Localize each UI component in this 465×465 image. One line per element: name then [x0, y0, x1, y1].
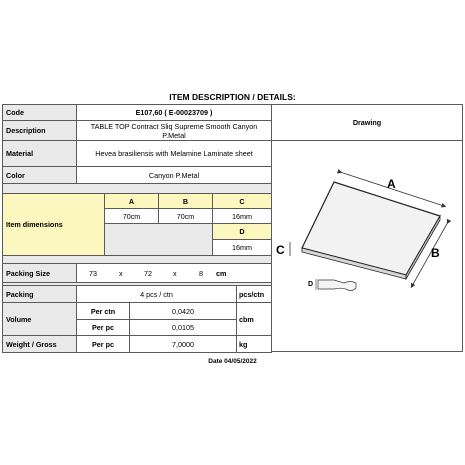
- code-value: E107,60 ( E-00023709 ): [76, 104, 272, 121]
- material-value: Hevea brasiliensis with Melamine Laminate sheet: [76, 140, 272, 167]
- volume-per-pc-label: Per pc: [76, 319, 130, 336]
- drawing-label: Drawing: [271, 104, 463, 141]
- description-label: Description: [2, 120, 77, 141]
- volume-per-ctn-value: 0,0420: [129, 302, 237, 320]
- packing-size-label: Packing Size: [2, 263, 77, 283]
- volume-per-ctn-label: Per ctn: [76, 302, 130, 320]
- dimension-value-d: 16mm: [212, 239, 272, 256]
- packing-size-unit: cm: [216, 268, 227, 278]
- dimension-value-a: 70cm: [104, 208, 159, 224]
- page-heading: ITEM DESCRIPTION / DETAILS:: [169, 92, 296, 102]
- drawing-label-b: B: [431, 246, 440, 260]
- dimension-header-c: C: [212, 193, 272, 209]
- document-date: Date 04/05/2022: [208, 358, 257, 365]
- dimension-header-a: A: [104, 193, 159, 209]
- drawing-label-a: A: [387, 177, 396, 191]
- packing-sep-2: x: [173, 268, 177, 278]
- dimension-value-c: 16mm: [212, 208, 272, 224]
- dimension-value-b: 70cm: [158, 208, 213, 224]
- drawing-label-c: C: [276, 243, 285, 257]
- table-top-surface: [302, 182, 440, 275]
- material-label: Material: [2, 140, 77, 167]
- dimension-empty-cell: [104, 223, 213, 256]
- dimension-header-d: D: [212, 223, 272, 240]
- volume-unit: cbm: [236, 302, 272, 336]
- packing-label: Packing: [2, 285, 77, 303]
- packing-unit: pcs/ctn: [236, 285, 272, 303]
- code-label: Code: [2, 104, 77, 121]
- packing-width: 72: [144, 268, 152, 278]
- color-label: Color: [2, 166, 77, 184]
- packing-sep-1: x: [119, 268, 123, 278]
- drawing-label-d: D: [308, 281, 314, 288]
- weight-per-pc-label: Per pc: [76, 335, 130, 353]
- packing-height: 8: [199, 268, 203, 278]
- volume-label: Volume: [2, 302, 77, 336]
- item-dimensions-label: Item dimensions: [2, 193, 105, 256]
- volume-per-pc-value: 0,0105: [129, 319, 237, 336]
- table-top-drawing: [272, 140, 464, 352]
- dimension-header-b: B: [158, 193, 213, 209]
- description-value: TABLE TOP Contract Sliq Supreme Smooth Canyon P.Metal: [76, 120, 272, 141]
- edge-profile-detail: [318, 280, 356, 291]
- packing-length: 73: [89, 268, 97, 278]
- weight-value: 7,0000: [129, 335, 237, 353]
- color-value: Canyon P.Metal: [76, 166, 272, 184]
- weight-label: Weight / Gross: [2, 335, 77, 353]
- packing-size-values: [76, 263, 272, 283]
- weight-unit: kg: [236, 335, 272, 353]
- packing-value: 4 pcs / ctn: [76, 285, 237, 303]
